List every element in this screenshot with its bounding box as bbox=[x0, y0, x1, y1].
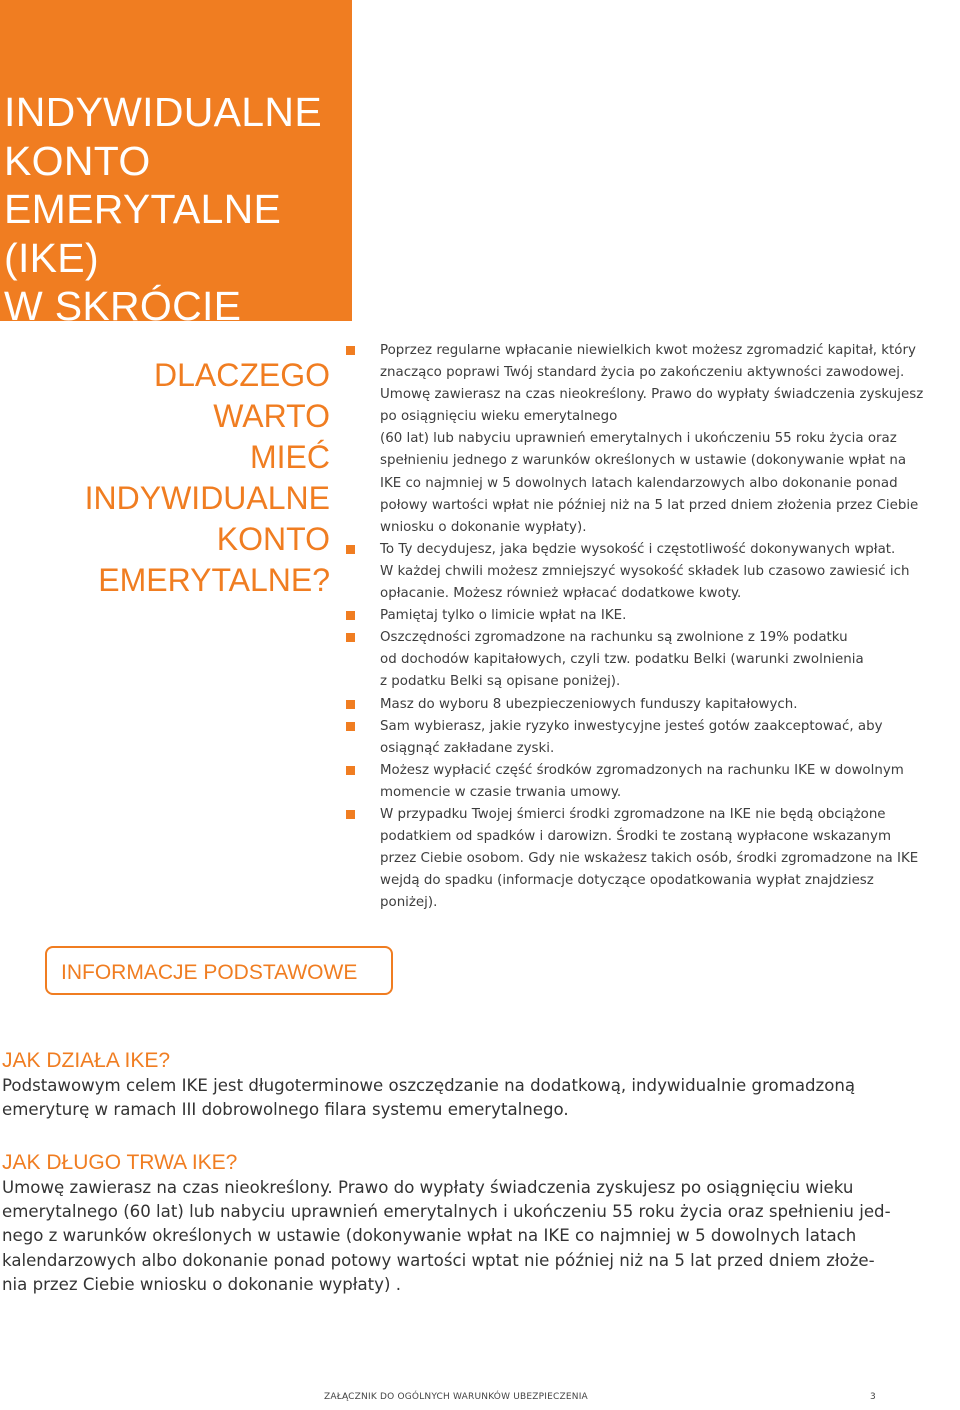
footer-text: ZAŁĄCZNIK DO OGÓLNYCH WARUNKÓW UBEZPIECZENIA bbox=[324, 1392, 588, 1402]
text-line: nia przez Ciebie wniosku o dokonanie wypłaty) . bbox=[2, 1274, 401, 1294]
list-item-line: Poprzez regularne wpłacanie niewielkich kwot możesz zgromadzić kapitał, który bbox=[380, 343, 916, 358]
list-item-line: połowy wartości wpłat nie później niż na 5 lat przed dniem złożenia przez Ciebie bbox=[380, 497, 919, 513]
why-heading-line: MIEĆ bbox=[250, 439, 330, 475]
text-line: kalendarzowych albo dokonanie ponad potowy wartości wptat nie później niż na 5 lat przed dniem złoże- bbox=[2, 1250, 875, 1270]
why-heading-line: EMERYTALNE? bbox=[98, 562, 330, 598]
page-title-line: EMERYTALNE bbox=[4, 186, 282, 232]
text-line: emerytalnego (60 lat) lub nabyciu uprawnień emerytalnych i ukończeniu 55 roku życia oraz spełnieniu jed- bbox=[2, 1202, 891, 1222]
list-item-line: od dochodów kapitałowych, czyli tzw. podatku Belki (warunki zwolnienia bbox=[380, 652, 864, 668]
list-item-line: opłacanie. Możesz również wpłacać dodatkowe kwoty. bbox=[380, 586, 742, 602]
why-heading-line: WARTO bbox=[213, 398, 330, 434]
list-item-line: znacząco poprawi Twój standard życia po zakończeniu aktywności zawodowej. bbox=[380, 365, 905, 381]
bullet-square-icon bbox=[346, 766, 355, 775]
list-item-line: W każdej chwili możesz zmniejszyć wysokość składek lub czasowo zawiesić ich bbox=[380, 563, 910, 579]
list-item-line: Masz do wyboru 8 ubezpieczeniowych funduszy kapitałowych. bbox=[380, 696, 798, 712]
list-item-line: podatkiem od spadków i darowizn. Środki te zostaną wypłacone wskazanym bbox=[380, 829, 892, 845]
benefits-list bbox=[346, 340, 926, 914]
page-number: 3 bbox=[870, 1392, 876, 1402]
list-item bbox=[346, 760, 926, 804]
bullet-square-icon bbox=[346, 346, 355, 355]
list-item bbox=[346, 539, 926, 605]
text-line: nego z warunków określonych w ustawie (dokonywanie wpłat na IKE co najmniej w 5 dowolnych latach bbox=[2, 1226, 857, 1246]
list-item-line: Oszczędności zgromadzone na rachunku są zwolnione z 19% podatku bbox=[380, 630, 848, 646]
list-item-line: przez Ciebie osobom. Gdy nie wskażesz takich osób, środki zgromadzone na IKE bbox=[380, 851, 919, 867]
bullet-square-icon bbox=[346, 810, 355, 819]
bullet-square-icon bbox=[346, 700, 355, 709]
list-item-line: momencie w czasie trwania umowy. bbox=[380, 784, 622, 800]
list-item-line: To Ty decydujesz, jaka będzie wysokość i częstotliwość dokonywanych wpłat. bbox=[380, 541, 896, 557]
why-heading-line: KONTO bbox=[216, 521, 330, 557]
page-title bbox=[4, 88, 344, 331]
list-item-line: Możesz wypłacić część środków zgromadzonych na rachunku IKE w dowolnym bbox=[380, 762, 904, 778]
list-item-line: W przypadku Twojej śmierci środki zgromadzone na IKE nie będą obciążone bbox=[380, 806, 886, 822]
page-title-line: INDYWIDUALNE bbox=[4, 89, 322, 135]
why-heading-line: INDYWIDUALNE bbox=[84, 480, 330, 516]
list-item bbox=[346, 627, 926, 693]
list-item-line: osiągnąć zakładane zyski. bbox=[380, 740, 555, 756]
page-title-line: (IKE) bbox=[4, 234, 99, 281]
section-text-how bbox=[2, 1074, 922, 1122]
list-item-line: wniosku o dokonanie wypłaty). bbox=[380, 519, 587, 535]
list-item bbox=[346, 694, 926, 716]
list-item bbox=[346, 605, 926, 627]
list-item-line: Sam wybierasz, jakie ryzyko inwestycyjne jesteś gotów zaakceptować, aby bbox=[380, 718, 883, 734]
list-item bbox=[346, 340, 926, 539]
page-title-line: KONTO bbox=[4, 137, 151, 184]
list-item-line: wejdą do spadku (informacje dotyczące opodatkowania wypłat znajdziesz bbox=[380, 873, 874, 889]
list-item bbox=[346, 804, 926, 914]
bullet-square-icon bbox=[346, 545, 355, 554]
list-item bbox=[346, 716, 926, 760]
text-line: emeryturę w ramach III dobrowolnego filara systemu emerytalnego. bbox=[2, 1100, 569, 1120]
list-item-line: spełnieniu jednego z warunków określonych w ustawie (dokonywanie wpłat na bbox=[380, 453, 907, 469]
why-heading-line: DLACZEGO bbox=[153, 357, 330, 393]
bullet-square-icon bbox=[346, 722, 355, 731]
bullet-square-icon bbox=[346, 633, 355, 642]
list-item-line: (60 lat) lub nabyciu uprawnień emerytalnych i ukończeniu 55 roku życia oraz bbox=[380, 431, 897, 447]
list-item-line: Umowę zawierasz na czas nieokreślony. Prawo do wypłaty świadczenia zyskujesz bbox=[380, 387, 924, 403]
list-item-line: Pamiętaj tylko o limicie wpłat na IKE. bbox=[380, 608, 627, 624]
why-heading bbox=[0, 355, 330, 601]
page-title-line: W SKRÓCIE bbox=[4, 283, 242, 329]
info-section-box bbox=[45, 946, 393, 995]
list-item-line: poniżej). bbox=[380, 895, 438, 911]
section-heading-duration: JAK DŁUGO TRWA IKE? bbox=[2, 1151, 238, 1174]
list-item-line: po osiągnięciu wieku emerytalnego bbox=[380, 409, 618, 425]
section-heading-how: JAK DZIAŁA IKE? bbox=[2, 1049, 171, 1072]
section-text-duration bbox=[2, 1176, 922, 1297]
info-section-title: INFORMACJE PODSTAWOWE bbox=[61, 961, 358, 984]
list-item-line: z podatku Belki są opisane poniżej). bbox=[380, 674, 621, 690]
text-line: Umowę zawierasz na czas nieokreślony. Prawo do wypłaty świadczenia zyskujesz po osiągnięciu wieku bbox=[2, 1178, 854, 1197]
bullet-square-icon bbox=[346, 611, 355, 620]
text-line: Podstawowym celem IKE jest długoterminowe oszczędzanie na dodatkową, indywidualnie gromadzoną bbox=[2, 1076, 856, 1095]
list-item-line: IKE co najmniej w 5 dowolnych latach kalendarzowych albo dokonanie ponad bbox=[380, 475, 898, 491]
